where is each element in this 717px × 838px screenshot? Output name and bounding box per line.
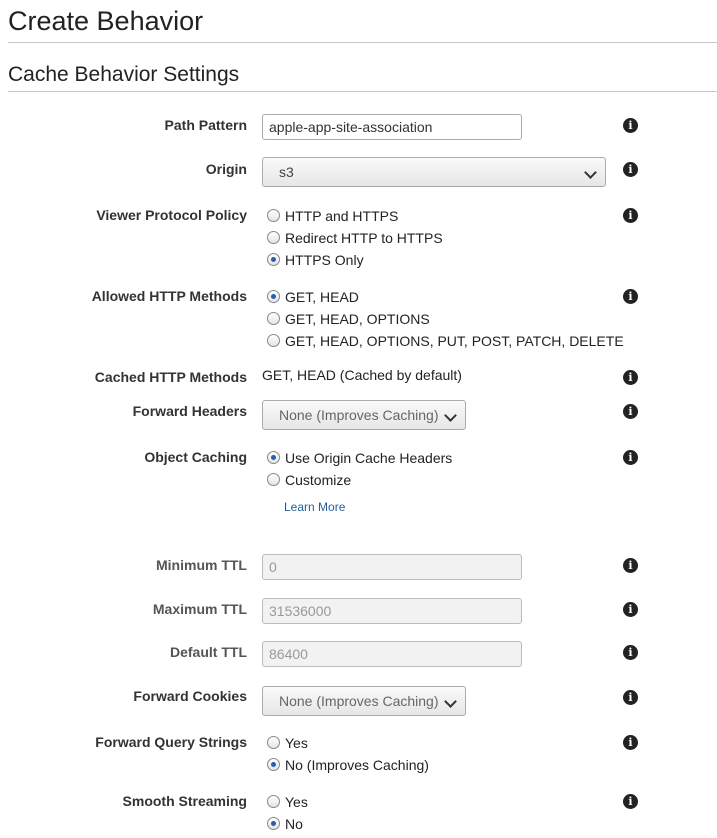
viewer-protocol-option-redirect[interactable]: [267, 230, 443, 250]
radio-button[interactable]: [267, 312, 280, 325]
default-ttl-input: 86400: [262, 641, 522, 667]
minimum-ttl-input: 0: [262, 554, 522, 580]
radio-button[interactable]: [267, 209, 280, 222]
allowed-methods-option-all[interactable]: [267, 333, 624, 353]
object-caching-option-customize[interactable]: [267, 472, 351, 492]
object-caching-label: Object Caching: [144, 449, 247, 465]
section-title: Cache Behavior Settings: [8, 63, 240, 86]
origin-select-value: s3: [279, 164, 294, 180]
chevron-down-icon: [444, 695, 457, 708]
radio-button[interactable]: [267, 334, 280, 347]
allowed-http-methods-label: Allowed HTTP Methods: [91, 288, 247, 304]
default-ttl-label: Default TTL: [170, 644, 247, 660]
smooth-streaming-option-yes[interactable]: [267, 794, 308, 814]
option-label: No: [285, 816, 303, 832]
smooth-streaming-label: Smooth Streaming: [122, 793, 247, 809]
title-divider: [8, 42, 717, 43]
option-label: No (Improves Caching): [285, 757, 429, 773]
forward-cookies-select-value: None (Improves Caching): [279, 693, 439, 709]
radio-button[interactable]: [267, 253, 280, 266]
maximum-ttl-label: Maximum TTL: [152, 601, 247, 617]
maximum-ttl-input: 31536000: [262, 598, 522, 624]
radio-button[interactable]: [267, 795, 280, 808]
radio-button[interactable]: [267, 473, 280, 486]
option-label: HTTP and HTTPS: [285, 208, 399, 224]
forward-headers-info-icon[interactable]: i: [623, 404, 638, 419]
option-label: Yes: [285, 735, 308, 751]
viewer-protocol-option-https-only[interactable]: [267, 252, 364, 272]
forward-headers-select[interactable]: [262, 400, 466, 430]
viewer-protocol-option-http-https[interactable]: [267, 208, 398, 228]
origin-select[interactable]: [262, 157, 606, 187]
forward-query-strings-label: Forward Query Strings: [95, 734, 247, 750]
query-strings-option-no[interactable]: [267, 757, 429, 777]
radio-button[interactable]: [267, 451, 280, 464]
cached-http-methods-label: Cached HTTP Methods: [94, 369, 247, 385]
page-title: Create Behavior: [8, 6, 204, 36]
viewer-protocol-info-icon[interactable]: i: [623, 208, 638, 223]
viewer-protocol-policy-label: Viewer Protocol Policy: [96, 207, 247, 223]
option-label: Redirect HTTP to HTTPS: [285, 230, 443, 246]
option-label: GET, HEAD: [285, 289, 359, 305]
smooth-streaming-option-no[interactable]: [267, 816, 303, 836]
path-pattern-input[interactable]: apple-app-site-association: [262, 114, 522, 140]
allowed-methods-option-get-head[interactable]: [267, 289, 359, 309]
forward-cookies-label: Forward Cookies: [133, 688, 247, 704]
object-caching-option-origin-headers[interactable]: [267, 450, 452, 470]
allowed-methods-option-get-head-options[interactable]: [267, 311, 430, 331]
radio-button[interactable]: [267, 231, 280, 244]
path-pattern-info-icon[interactable]: i: [623, 118, 638, 133]
forward-headers-label: Forward Headers: [132, 403, 247, 419]
option-label: HTTPS Only: [285, 252, 364, 268]
maximum-ttl-info-icon[interactable]: i: [623, 602, 638, 617]
option-label: Use Origin Cache Headers: [285, 450, 453, 466]
cached-http-methods-value: GET, HEAD (Cached by default): [262, 367, 462, 383]
default-ttl-info-icon[interactable]: i: [623, 645, 638, 660]
forward-cookies-select[interactable]: [262, 686, 466, 716]
option-label: GET, HEAD, OPTIONS: [285, 311, 430, 327]
radio-button[interactable]: [267, 817, 280, 830]
option-label: Customize: [285, 472, 352, 488]
path-pattern-label: Path Pattern: [164, 117, 247, 133]
forward-headers-select-value: None (Improves Caching): [279, 407, 439, 423]
learn-more-link[interactable]: Learn More: [284, 500, 346, 514]
radio-button[interactable]: [267, 290, 280, 303]
chevron-down-icon: [584, 166, 597, 179]
minimum-ttl-label: Minimum TTL: [156, 557, 247, 573]
object-caching-info-icon[interactable]: i: [623, 450, 638, 465]
radio-button[interactable]: [267, 758, 280, 771]
query-strings-option-yes[interactable]: [267, 735, 308, 755]
option-label: Yes: [285, 794, 308, 810]
minimum-ttl-info-icon[interactable]: i: [623, 558, 638, 573]
origin-info-icon[interactable]: i: [623, 162, 638, 177]
query-strings-info-icon[interactable]: i: [623, 735, 638, 750]
chevron-down-icon: [444, 409, 457, 422]
radio-button[interactable]: [267, 736, 280, 749]
cached-methods-info-icon[interactable]: i: [623, 370, 638, 385]
allowed-methods-info-icon[interactable]: i: [623, 289, 638, 304]
origin-label: Origin: [205, 161, 247, 177]
section-divider: [8, 91, 717, 92]
forward-cookies-info-icon[interactable]: i: [623, 690, 638, 705]
option-label: GET, HEAD, OPTIONS, PUT, POST, PATCH, DELETE: [285, 333, 624, 349]
smooth-streaming-info-icon[interactable]: i: [623, 794, 638, 809]
